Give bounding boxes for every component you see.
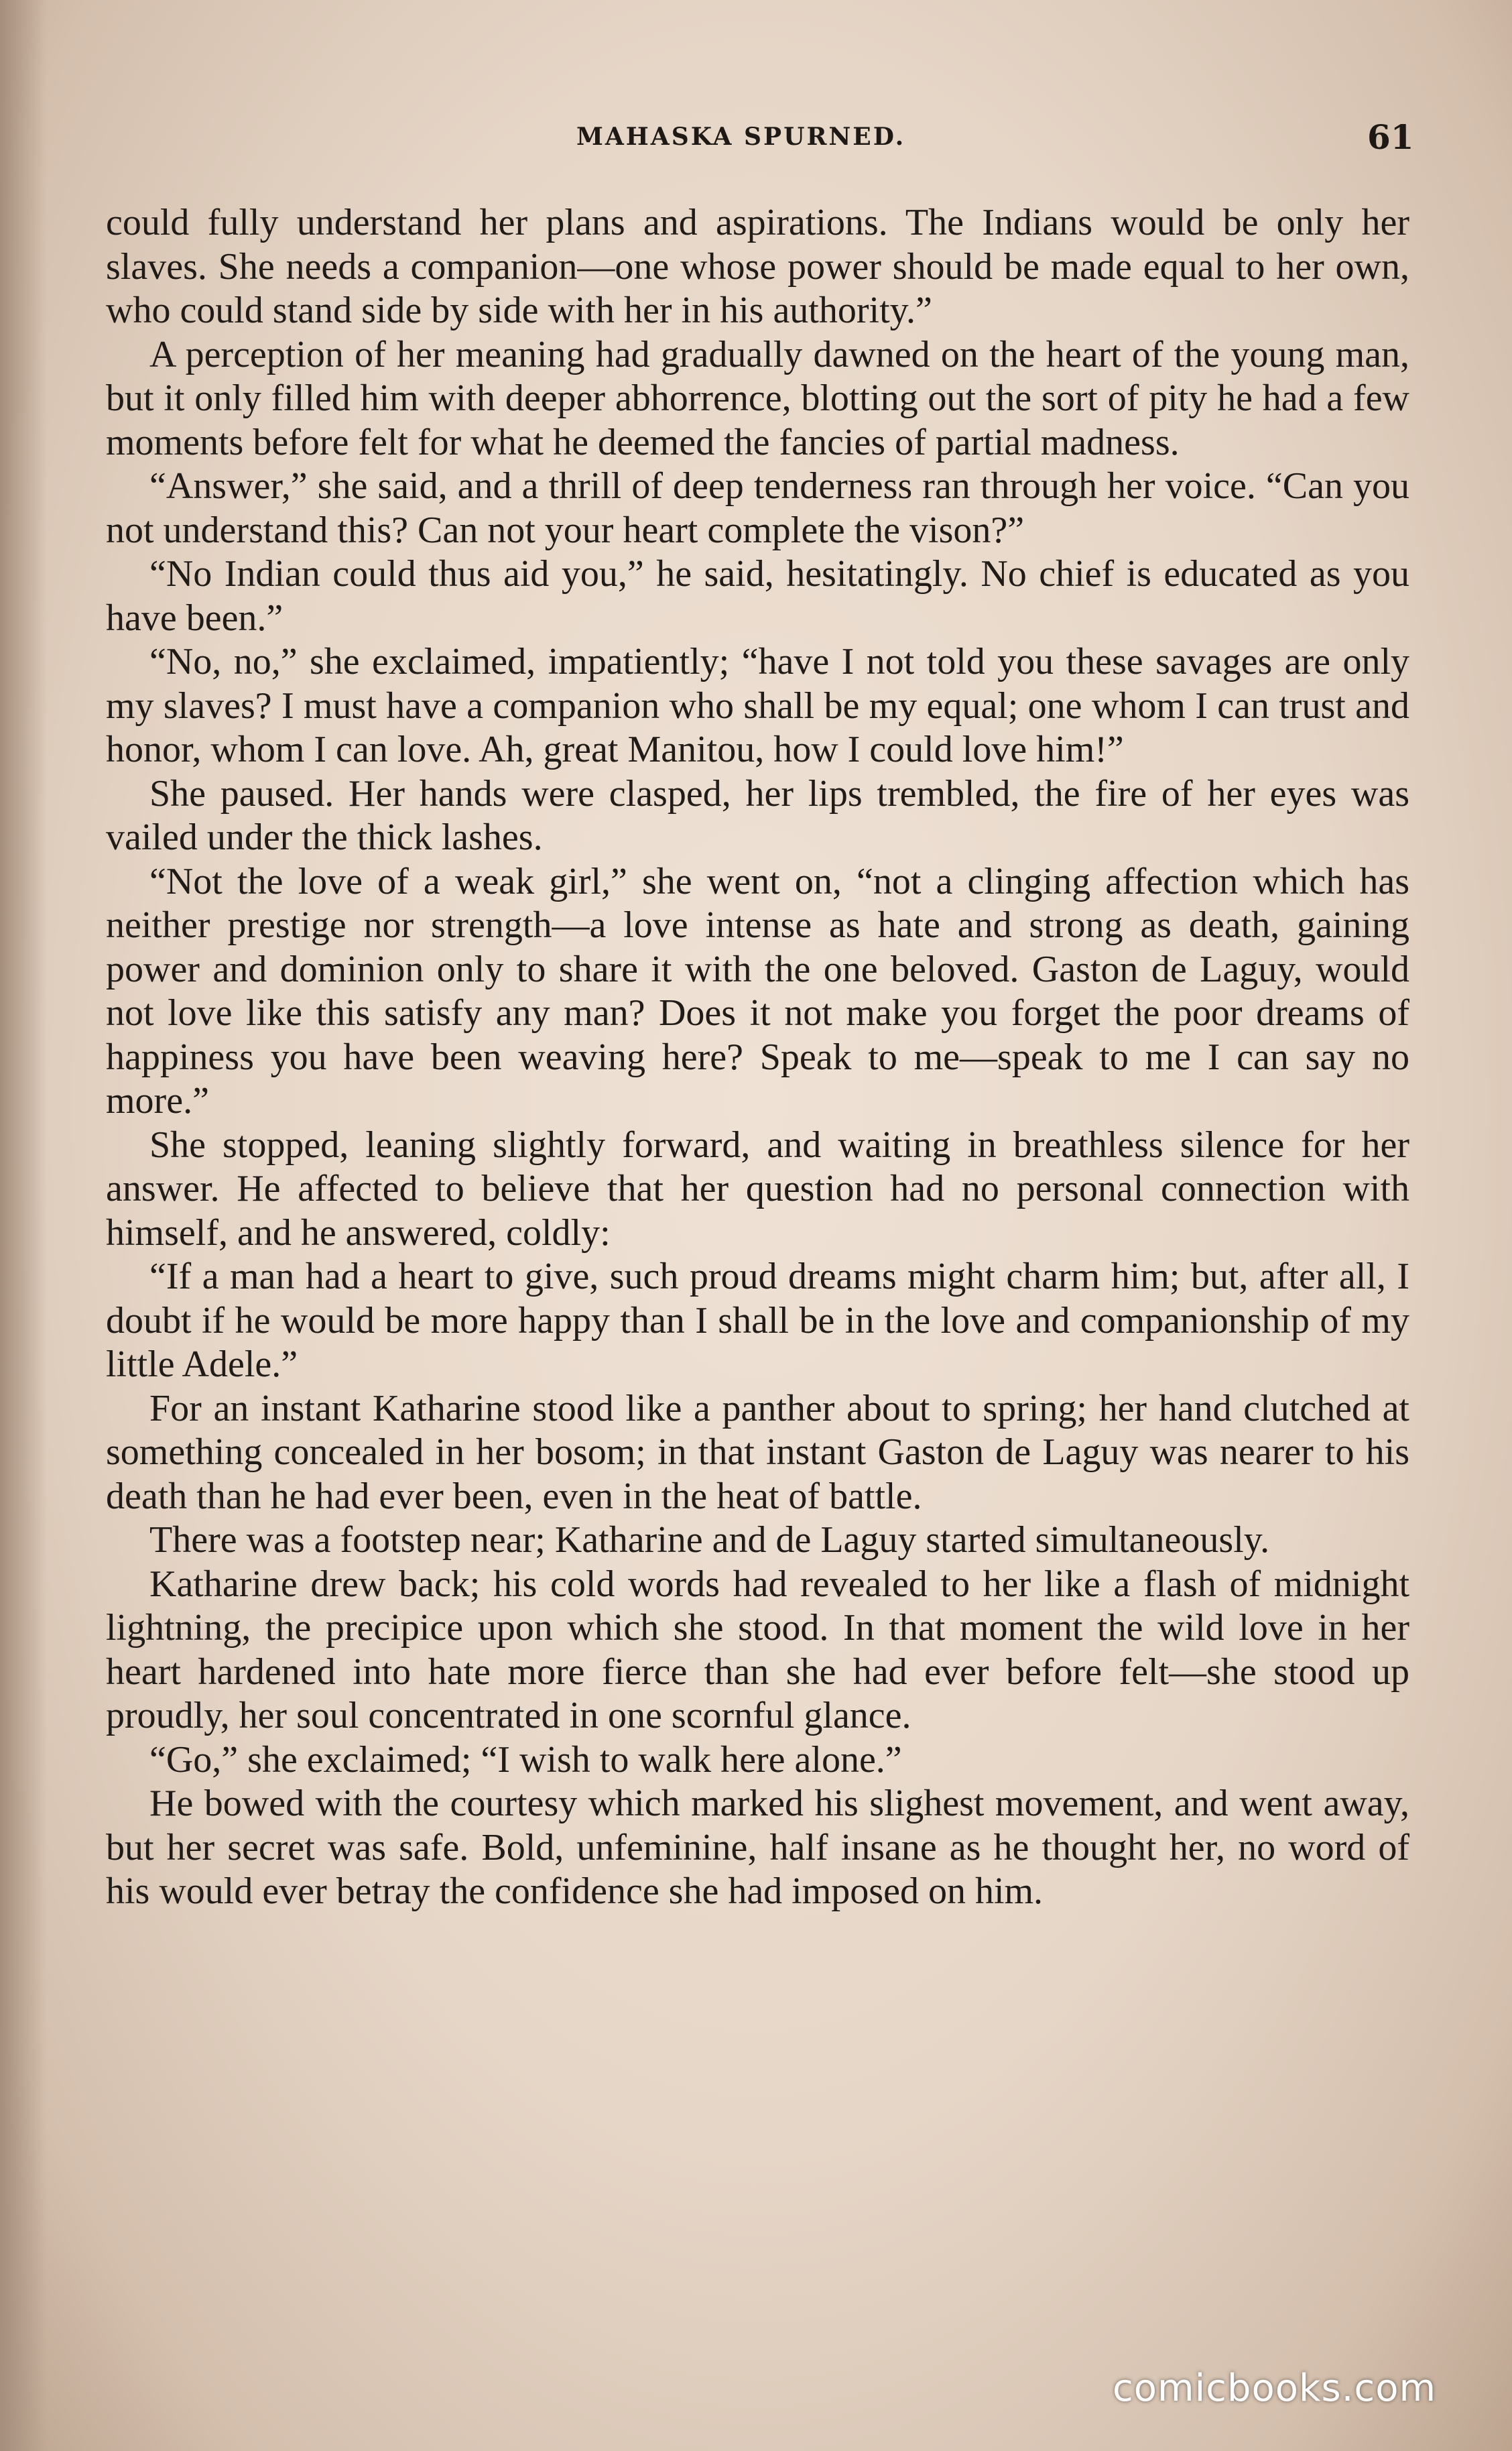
paragraph: “No Indian could thus aid you,” he said, hesitatingly. No chief is educated as you have been.”	[106, 553, 1409, 639]
paragraph: Katharine drew back; his cold words had revealed to her like a flash of midnight lightning, the precipice upon which she stood. In that moment the wild love in her heart hardened into hate more fierce than she had ever before felt—she stood up proudly, her soul concentrated in one scornful glance.	[106, 1563, 1409, 1736]
paragraph: could fully understand her plans and aspirations. The Indians would be only her slaves. She needs a companion—one whose power should be made equal to her own, who could stand side by side with her in his authority.”	[106, 202, 1409, 331]
body-text	[106, 201, 1409, 1914]
running-head	[0, 117, 1512, 164]
paragraph: “If a man had a heart to give, such proud dreams might charm him; but, after all, I doubt if he would be more happy than I shall be in the love and companionship of my little Adele.”	[106, 1256, 1409, 1385]
gutter-shadow	[0, 0, 47, 2451]
paragraph: There was a footstep near; Katharine and de Laguy started simultaneously.	[149, 1519, 1270, 1561]
paragraph: For an instant Katharine stood like a panther about to spring; her hand clutched at something concealed in her bosom; in that instant Gaston de Laguy was nearer to his death than he had ever been, even in the heat of battle.	[106, 1387, 1409, 1517]
paragraph: She paused. Her hands were clasped, her lips trembled, the fire of her eyes was vailed under the thick lashes.	[106, 772, 1409, 858]
running-title: MAHASKA SPURNED.	[576, 123, 906, 151]
paragraph: A perception of her meaning had gradually dawned on the heart of the young man, but it only filled him with deeper abhorrence, blotting out the sort of pity he had a few moments before felt for what he deemed the fancies of partial madness.	[106, 333, 1409, 463]
paragraph: She stopped, leaning slightly forward, and waiting in breathless silence for her answer. He affected to believe that her question had no personal connection with himself, and he answered, coldly:	[106, 1124, 1409, 1254]
paragraph: “Go,” she exclaimed; “I wish to walk here alone.”	[149, 1738, 902, 1781]
paragraph: “No, no,” she exclaimed, impatiently; “have I not told you these savages are only my slaves? I must have a companion who shall be my equal; one whom I can trust and honor, whom I can love. Ah, great Manitou, how I could love him!”	[106, 641, 1409, 770]
paragraph: “Not the love of a weak girl,” she went on, “not a clinging affection which has neither prestige nor strength—a love intense as hate and strong as death, gaining power and dominion only to share it with the one beloved. Gaston de Laguy, would not love like this satisfy any man? Does it not make you forget the poor dreams of happiness you have been weaving here? Speak to me—speak to me I can say no more.”	[106, 860, 1409, 1122]
page-number: 61	[1367, 117, 1414, 157]
paragraph: He bowed with the courtesy which marked his slighest movement, and went away, but her secret was safe. Bold, unfeminine, half insane as he thought her, no word of his would ever betray the confidence she had imposed on him.	[106, 1783, 1409, 1912]
watermark: comicbooks.com	[1113, 2367, 1437, 2410]
paragraph: “Answer,” she said, and a thrill of deep tenderness ran through her voice. “Can you not understand this? Can not your heart complete the vison?”	[106, 465, 1409, 551]
